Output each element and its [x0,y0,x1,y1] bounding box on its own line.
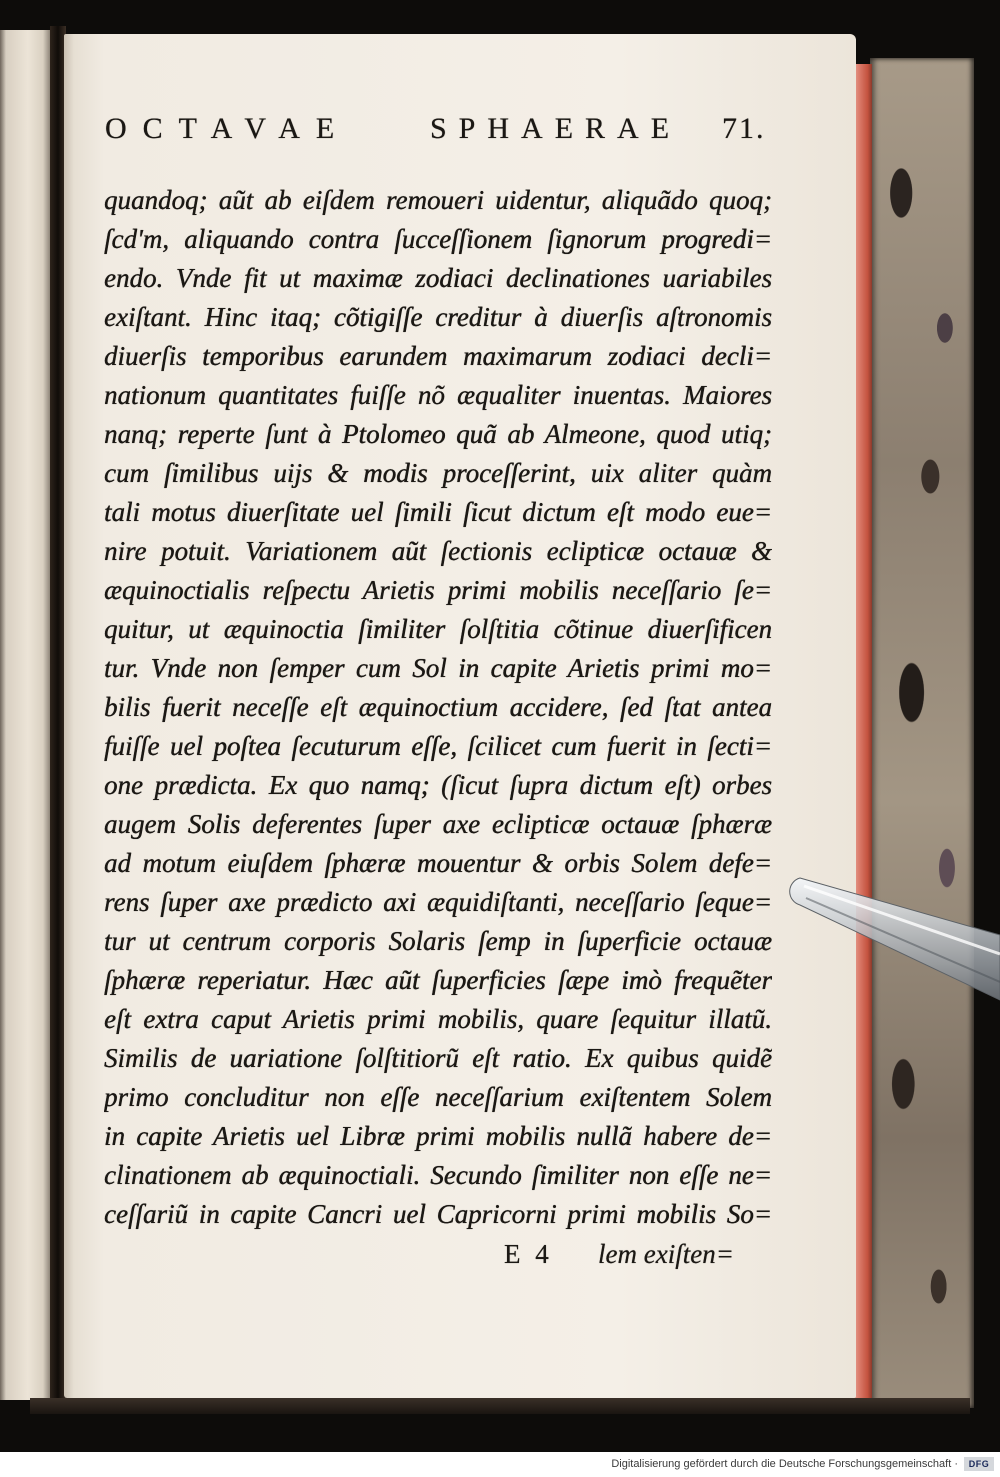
text-line: nanq; reperte ſunt à Ptolomeo quã ab Almeone, quod utiq; [104,419,772,449]
text-line: ad motum eiuſdem ſphæræ mouentur & orbis Solem defe= [104,848,772,878]
text-line: bilis fuerit neceſſe eſt æquinoctium accidere, ſed ſtat antea [104,692,772,722]
bottom-board-edge [30,1398,970,1414]
text-line: diuerſis temporibus earundem maximarum zodiaci decli= [104,341,772,371]
text-line: nire potuit. Variationem aũt ſectionis eclipticæ octauæ & [104,536,772,566]
running-head [105,108,777,150]
dfg-logo: DFG [964,1457,994,1471]
text-line: endo. Vnde fit ut maximæ zodiaci declinationes uariabiles [104,263,772,293]
catchword: lem exiſten= [598,1239,734,1269]
footer-bar [0,1452,1000,1477]
text-line: eſt extra caput Arietis primi mobilis, quare ſequitur illatũ. [104,1004,772,1034]
text-line: cum ſimilibus uijs & modis proceſſerint, uix aliter quàm [104,458,772,488]
text-line: tali motus diuerſitate uel ſimili ſicut dictum eſt modo eue= [104,497,772,527]
text-line: augem Solis deferentes ſuper axe eclipticæ octauæ ſphæræ [104,809,772,839]
signature-mark: E 4 [504,1239,553,1269]
folio-number: 71. [722,112,766,145]
text-line: ſcd'm, aliquando contra ſucceſſionem ſignorum progredi= [104,224,772,254]
text-line: ſphæræ reperiatur. Hæc aũt ſuperficies ſæpe imò frequẽter [104,965,772,995]
text-line: fuiſſe uel poſtea ſecuturum eſſe, ſcilicet cum fuerit in ſecti= [104,731,772,761]
text-line: ceſſariũ in capite Cancri uel Capricorni primi mobilis So= [104,1199,772,1229]
text-block [104,181,772,1234]
left-page-edge [0,30,50,1400]
running-title-left: OCTAVAE [105,112,351,145]
text-line: tur ut centrum corporis Solaris ſemp in ſuperficie octauæ [104,926,772,956]
text-line: quitur, ut æquinoctia ſimiliter ſolſtitia cõtinue diuerſificen [104,614,772,644]
text-line: nationum quantitates fuiſſe nõ æqualiter inuentas. Maiores [104,380,772,410]
catchline [104,1235,772,1274]
footer-credit: Digitalisierung gefördert durch die Deutsche Forschungsgemeinschaft · [611,1458,958,1470]
text-line: quandoq; aũt ab eiſdem remoueri uidentur, aliquãdo quoq; [104,185,772,215]
text-line: tur. Vnde non ſemper cum Sol in capite Arietis primi mo= [104,653,772,683]
text-line: Similis de uariatione ſolſtitiorũ eſt ratio. Ex quibus quidẽ [104,1043,772,1073]
text-line: æquinoctialis reſpectu Arietis primi mobilis neceſſario ſe= [104,575,772,605]
text-line: in capite Arietis uel Libræ primi mobilis nullã habere de= [104,1121,772,1151]
text-line: primo concluditur non eſſe neceſſarium exiſtentem Solem [104,1082,772,1112]
pen-pointer [770,862,1000,1012]
running-title-right: SPHAERAE [430,112,682,145]
text-line: exiſtant. Hinc itaq; cõtigiſſe creditur à diuerſis aſtronomis [104,302,772,332]
text-line: clinationem ab æquinoctiali. Secundo ſimiliter non eſſe ne= [104,1160,772,1190]
text-line: rens ſuper axe prædicto axi æquidiſtanti, neceſſario ſeque= [104,887,772,917]
marbled-cover [870,58,974,1408]
text-line: one prædicta. Ex quo namq; (ſicut ſupra dictum eſt) orbes [104,770,772,800]
